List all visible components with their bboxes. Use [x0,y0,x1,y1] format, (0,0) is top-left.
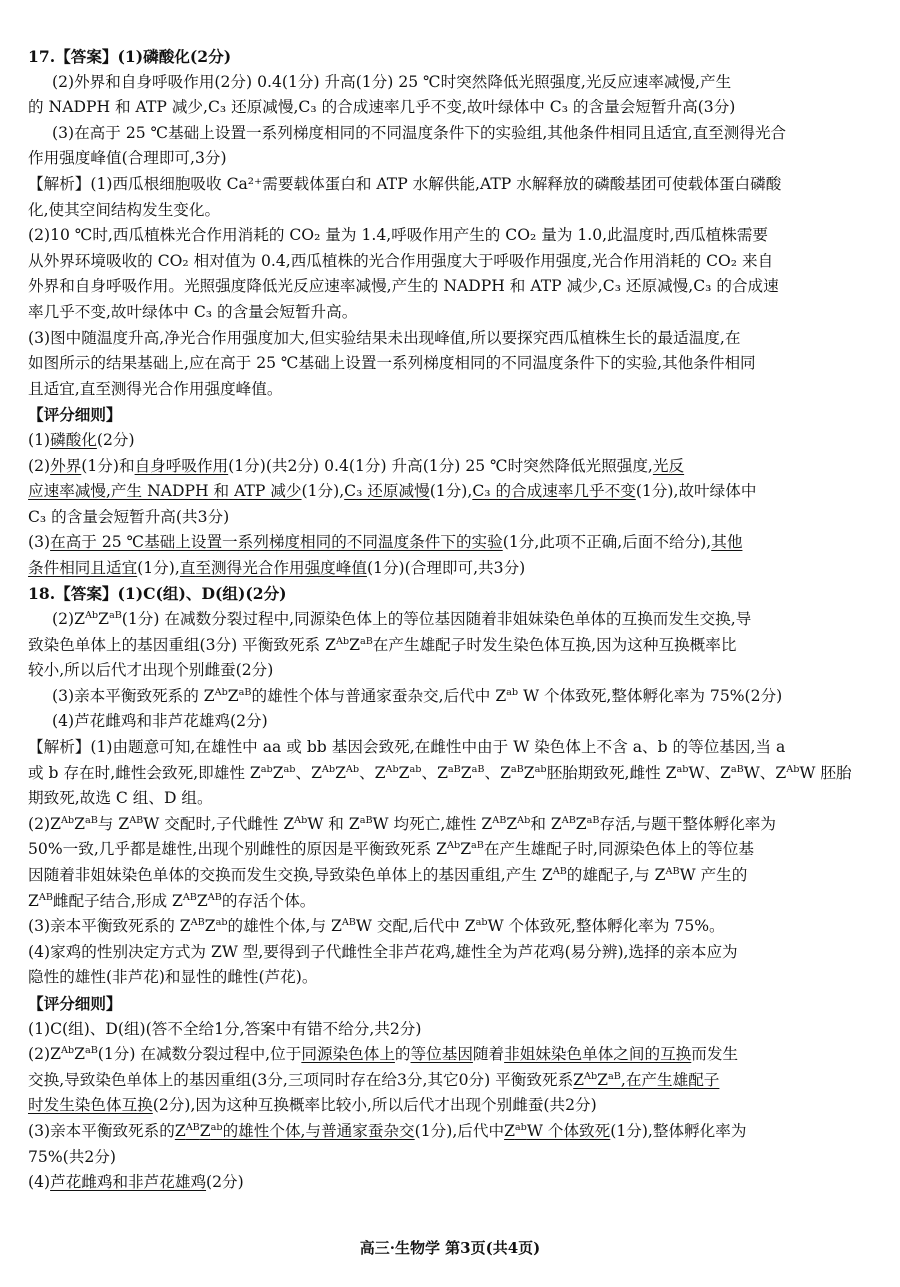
allele-superscript: AB [492,814,507,826]
allele-superscript: aB [447,763,461,775]
allele-superscript: AB [207,891,222,903]
q17-analysis-line: (2)10 ℃时,西瓜植株光合作用消耗的 CO₂ 量为 1.4,呼吸作用产生的 CO₂ 量为 1.0,此温度时,西瓜植株需要 [28,226,769,245]
rubric-key-point: 时发生染色体互换 [28,1096,153,1115]
rubric-key-point: C₃ 的合成速率几乎不变 [472,482,636,501]
rubric-text: (2分),因为这种互换概率比较小,所以后代才出现个别雌蚕(共2分) [152,1096,597,1115]
q17-answer-line: (2)外界和自身呼吸作用(2分) 0.4(1分) 升高(1分) 25 ℃时突然降低光照强度,光反应速率减慢,产生 [52,72,732,91]
rubric-key-point: 外界 [50,456,82,475]
q18-analysis-line: 期致死,故选 C 组、D 组。 [28,789,213,808]
q17-answer-line: 作用强度峰值(合理即可,3分) [28,149,227,168]
rubric-text: $(2)Z^{Ab}Z^{aB}(1$分) 在减数分裂过程中,位于 [28,1044,302,1064]
q18-answer-line: (3)亲本平衡致死系的 $Z^{Ab}Z^{aB}$的雄性个体与普通家蚕杂交,后代中 $Z^{ab}$ W 个体致死,整体孵化率为 75%(2分) [52,686,783,705]
q17-rubric-line-3b [28,556,874,582]
rubric-text: 而发生 [691,1045,739,1064]
allele-superscript: aB [586,814,600,826]
allele-superscript: AB [38,891,53,903]
rubric-key-point: 非姐妹染色单体之间的互换 [504,1045,692,1064]
allele-superscript: AB [182,891,197,903]
rubric-text: (3) [28,533,51,552]
allele-superscript: ab [210,1121,223,1133]
rubric-key-point: 磷酸化 [50,430,97,449]
q17-analysis-line: 外界和自身呼吸作用。光照强度降低光反应速率减慢,产生的 NADPH 和 ATP 减少,C₃ 还原减慢,C₃ 的合成速 [28,277,779,296]
question-18 [28,581,874,1195]
q17-analysis-line: (3)图中随温度升高,净光合作用强度加大,但实验结果未出现峰值,所以要探究西瓜植株生长的最适温度,在 [28,328,741,347]
allele-superscript: AB [665,865,680,877]
rubric-text: (1分),整体孵化率为 [610,1121,747,1140]
allele-superscript: Ab [345,763,360,775]
question-17 [28,44,874,581]
rubric-text: (1分),后代中 [414,1121,505,1140]
q17-rubric-line-2a [28,454,874,480]
rubric-text: (2分) [96,430,135,449]
allele-superscript: ab [514,1121,527,1133]
rubric-key-point: 直至测得光合作用强度峰值 [179,558,367,577]
allele-superscript: ab [260,763,273,775]
q18-rubric-line-3a [28,1119,874,1145]
q17-analysis-line: 且适宜,直至测得光合作用强度峰值。 [28,379,283,398]
rubric-text: (4) [28,1173,51,1192]
allele-superscript: AB [552,865,567,877]
q17-answer-line: 的 NADPH 和 ATP 减少,C₃ 还原减慢,C₃ 的合成速率几乎不变,故叶绿体中 C₃ 的含量会短暂升高(3分) [28,98,736,117]
allele-superscript: ab [215,917,228,928]
allele-superscript: Ab [84,609,99,621]
q17-rubric-line-1 [28,428,874,454]
allele-superscript: ab [409,763,422,775]
allele-superscript: Ab [385,763,399,775]
rubric-key-point: C₃ 还原减慢 [344,482,430,501]
q17-rubric-title: 【评分细则】 [28,405,122,425]
rubric-key-point: $Z^{ab}W$ 个体致死 [504,1121,611,1140]
rubric-key-point: $Z^{Ab}Z^{aB}$,在产生雄配子 [573,1070,720,1089]
rubric-key-point: 等位基因 [410,1045,473,1064]
rubric-key-point: 其他 [711,533,743,552]
rubric-key-point: 光反 [652,456,685,475]
q18-answer-line: $(2)Z^{Ab}Z^{aB}(1$分) 在减数分裂过程中,同源染色体上的等位基因随着非姐妹染色单体的互换而发生交换,导 [52,609,752,629]
allele-superscript: aB [608,1070,621,1082]
allele-superscript: AB [185,1121,200,1133]
allele-superscript: ab [283,763,296,775]
rubric-key-point: $Z^{AB}Z^{ab}$的雄性个体,与普通家蚕杂交 [174,1121,415,1140]
allele-superscript: Ab [60,814,75,826]
q18-rubric-line-4 [28,1170,874,1196]
rubric-key-point: 在高于 25 ℃基础上设置一系列梯度相同的不同温度条件下的实验 [50,533,503,552]
rubric-key-point: 芦花雌鸡和非芦花雄鸡 [50,1173,207,1192]
allele-superscript: aB [238,686,252,698]
allele-superscript: AB [190,917,205,928]
allele-superscript: ab [475,917,488,928]
q18-answer-line: (4)芦花雌鸡和非芦花雄鸡(2分) [52,712,268,731]
rubric-text: (1分), [429,482,473,501]
allele-superscript: aB [359,814,373,826]
q17-analysis-line: 从外界环境吸收的 CO₂ 相对值为 0.4,西瓜植株的光合作用强度大于呼吸作用强度,光合作用消耗的 CO₂ 来自 [28,251,774,270]
q18-rubric-line-2c [28,1093,874,1119]
rubric-text: (2分) [206,1173,244,1192]
q17-analysis-line: 化,使其空间结构发生变化。 [28,200,221,219]
q18-rubric-line-2b [28,1068,874,1094]
q18-rubric-title: 【评分细则】 [28,993,122,1013]
allele-superscript: Ab [60,1044,75,1056]
rubric-text: (1分,此项不正确,后面不给分), [502,533,712,552]
rubric-text: (1分)(合理即可,共3分) [366,558,526,577]
rubric-text: (2) [28,456,51,475]
allele-superscript: ab [506,686,519,698]
allele-superscript: aB [471,763,485,775]
rubric-key-point: 同源染色体上 [301,1045,395,1064]
allele-superscript: Ab [517,814,531,826]
allele-superscript: AB [341,917,356,928]
allele-superscript: ab [534,763,547,775]
q17-header: 17.【答案】(1)磷酸化(2分) [28,47,232,66]
q18-rubric-line-2a [28,1042,874,1068]
allele-superscript: Ab [335,635,350,647]
allele-superscript: aB [359,635,373,647]
rubric-key-point: 自身呼吸作用 [134,456,229,475]
rubric-text: 的 [394,1045,411,1064]
allele-superscript: Ab [786,763,800,775]
q18-analysis-line: $(2)Z^{Ab}Z^{aB}$与 $Z^{AB}W$ 交配时,子代雌性 $Z^{Ab}W$ 和 $Z^{aB}W$ 均死亡,雄性 $Z^{AB}Z^{Ab}$和 $Z^{AB}Z^{aB}$存活,与题干整体孵化率为 [28,814,776,833]
q18-analysis-line: (3)亲本平衡致死系的 $Z^{AB}Z^{ab}$的雄性个体,与 $Z^{AB}W$ 交配,后代中 $Z^{ab}W$ 个体致死,整体孵化率为 75%。 [28,917,725,936]
q18-analysis-line: 50%一致,几乎都是雄性,出现个别雌性的原因是平衡致死系 $Z^{Ab}Z^{aB}$在产生雄配子时,同源染色体上的等位基 [28,840,754,859]
allele-superscript: aB [84,814,98,826]
allele-superscript: Ab [294,814,308,826]
q18-analysis-line: 或 b 存在时,雌性会致死,即雄性 $Z^{ab}Z^{ab}$、$Z^{Ab}Z^{Ab}$、$Z^{Ab}Z^{ab}$、$Z^{aB}Z^{aB}$、$Z^{aB}Z^{ab}$胚胎期致死,雌性 $Z^{ab}W$、$Z^{aB}W$、$Z^{Ab}W$ 胚胎 [28,763,852,782]
q17-analysis-line: 【解析】(1)西瓜根细胞吸收 Ca²⁺需要载体蛋白和 ATP 水解供能,ATP 水解释放的磷酸基团可使载体蛋白磷酸 [28,174,782,193]
q17-rubric-line-2c: C₃ 的含量会短暂升高(共3分) [28,507,230,526]
allele-superscript: aB [730,763,744,775]
q17-rubric-line-2b [28,479,874,505]
allele-superscript: Ab [447,840,461,852]
rubric-key-point: 应速率减慢,产生 NADPH 和 ATP 减少 [28,482,302,501]
allele-superscript: aB [84,1044,98,1056]
q17-rubric-line-3a [28,530,874,556]
rubric-text: 随着 [472,1045,505,1064]
rubric-text: (1) [28,430,51,449]
q17-answer-line: (3)在高于 25 ℃基础上设置一系列梯度相同的不同温度条件下的实验组,其他条件相同且适宜,直至测得光合 [52,123,787,142]
allele-superscript: Ab [321,763,336,775]
allele-superscript: Ab [214,686,228,698]
allele-superscript: aB [471,840,484,852]
q18-rubric-line-3b: 75%(共2分) [28,1147,116,1166]
q18-analysis-line: 因随着非姐妹染色单体的交换而发生交换,导致染色单体上的基因重组,产生 $Z^{AB}$的雄配子,与 $Z^{AB}W$ 产生的 [28,865,748,884]
allele-superscript: AB [129,814,144,826]
rubric-text: 交换,导致染色单体上的基因重组(3分,三项同时存在给3分,其它0分) 平衡致死系 [28,1070,574,1089]
allele-superscript: Ab [584,1070,598,1082]
q17-analysis-line: 率几乎不变,故叶绿体中 C₃ 的含量会短暂升高。 [28,302,358,321]
rubric-text: (3)亲本平衡致死系的 [28,1121,175,1140]
q18-rubric-line-1: (1)C(组)、D(组)(答不全给1分,答案中有错不给分,共2分) [28,1019,422,1038]
allele-superscript: ab [676,763,689,775]
allele-superscript: AB [561,814,576,826]
rubric-text: (1分),故叶绿体中 [635,482,757,501]
rubric-key-point: 条件相同且适宜 [28,558,138,577]
allele-superscript: aB [108,609,122,621]
q18-analysis-line: 隐性的雄性(非芦花)和显性的雌性(芦花)。 [28,968,318,987]
q18-analysis-line: $Z^{AB}$雌配子结合,形成 $Z^{AB}Z^{AB}$的存活个体。 [28,891,316,910]
rubric-text: (1分), [137,558,180,577]
rubric-text: (1分)和 [81,456,135,475]
q18-answer-line: 致染色单体上的基因重组(3分) 平衡致死系 $Z^{Ab}Z^{aB}$在产生雄配子时发生染色体互换,因为这种互换概率比 [28,635,737,654]
q17-analysis-line: 如图所示的结果基础上,应在高于 25 ℃基础上设置一系列梯度相同的不同温度条件下的实验,其他条件相同 [28,354,756,373]
rubric-text: (1分)(共2分) 0.4(1分) 升高(1分) 25 ℃时突然降低光照强度, [228,456,653,475]
page-footer: 高三·生物学 第3页(共4页) [359,1239,541,1257]
q18-answer-line: 较小,所以后代才出现个别雌蚕(2分) [28,661,274,680]
allele-superscript: aB [510,763,524,775]
rubric-text: (1分), [301,482,345,501]
q18-analysis-line: 【解析】(1)由题意可知,在雄性中 aa 或 bb 基因会致死,在雌性中由于 W 染色体上不含 a、b 的等位基因,当 a [28,738,786,757]
q18-analysis-line: (4)家鸡的性别决定方式为 ZW 型,要得到子代雌性全非芦花鸡,雄性全为芦花鸡(易分辨),选择的亲本应为 [28,942,738,961]
q18-header: 18.【答案】(1)C(组)、D(组)(2分) [28,584,287,604]
